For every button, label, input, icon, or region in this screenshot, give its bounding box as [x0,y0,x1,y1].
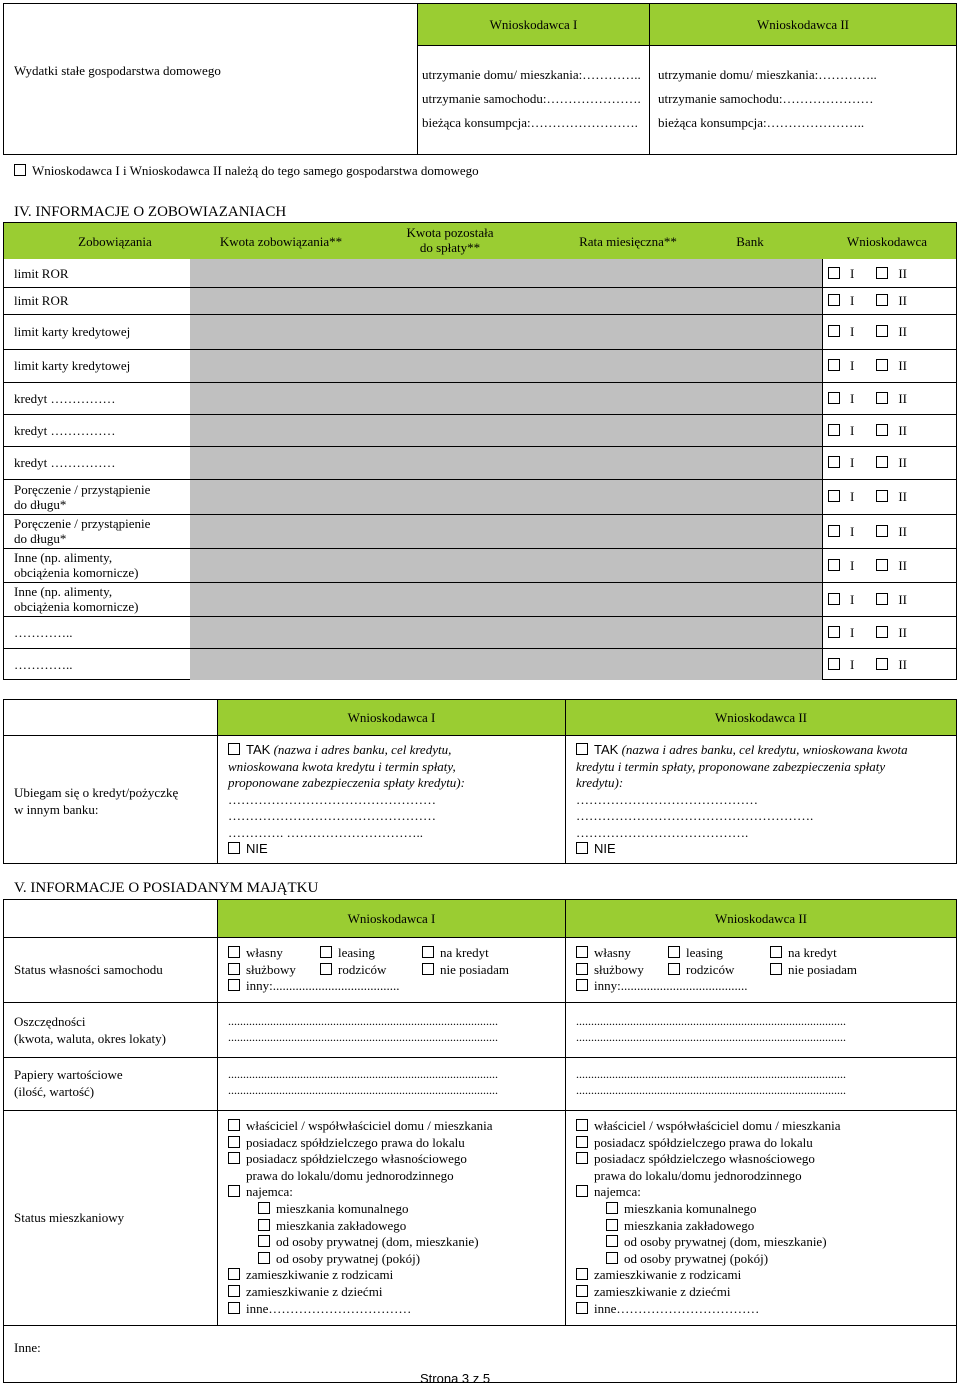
applicant-ii-checkbox[interactable] [876,456,888,468]
housing-option[interactable]: posiadacz spółdzielczego własnościowego [228,1151,467,1167]
hdr-kwota: Kwota zobowiązania** [219,234,343,249]
other-bank-col1: TAK (nazwa i adres banku, cel kredytu, wnioskowana kwota kredytu i termin spłaty, proponowane zabezpieczenia spłaty kredytu): ………………………………………… ………………………………………… …………. ………………………….. NIE [228,742,465,856]
liability-row-label: kredyt …………… [14,390,116,406]
hdr-wnioskodawca: Wnioskodawca [846,234,928,249]
housing-option[interactable]: od osoby prywatnej (pokój) [606,1251,768,1267]
applicant-choice: I II [828,489,907,505]
car-option-checkbox[interactable] [320,946,332,958]
applicant-i-checkbox[interactable] [828,626,840,638]
car-option[interactable]: leasing [668,945,723,961]
applicant-choice: I II [828,391,907,407]
car-option-checkbox[interactable] [668,963,680,975]
housing-option-checkbox[interactable] [228,1285,240,1297]
applicant-choice: I II [828,592,907,608]
housing-option[interactable]: posiadacz spółdzielczego prawa do lokalu [228,1135,465,1151]
housing-option-checkbox[interactable] [576,1285,588,1297]
housing-option[interactable]: posiadacz spółdzielczego prawa do lokalu [576,1135,813,1151]
expenses-col2-header: Wnioskodawca II [756,17,850,32]
housing-option[interactable]: mieszkania komunalnego [606,1201,757,1217]
housing-option-checkbox[interactable] [228,1136,240,1148]
housing-option-checkbox[interactable] [576,1152,588,1164]
applicant-ii-checkbox[interactable] [876,267,888,279]
tak-checkbox-1[interactable] [228,743,240,755]
expenses-col1-values [422,63,641,135]
applicant-ii-checkbox[interactable] [876,424,888,436]
housing-option[interactable]: mieszkania komunalnego [258,1201,409,1217]
other-bank-col2: TAK (nazwa i adres banku, cel kredytu, wnioskowana kwota kredytu i termin spłaty, proponowane zabezpieczenia spłaty kredytu): …………………………………… ………………………………………………. …………………………………. NIE [576,742,908,856]
applicant-choice: I II [828,358,907,374]
car-option[interactable]: rodziców [668,962,734,978]
expenses-row-label: Wydatki stałe gospodarstwa domowego [14,63,221,78]
housing-option-checkbox[interactable] [258,1235,270,1247]
applicant-ii-checkbox[interactable] [876,593,888,605]
expense-car: utrzymanie samochodu:…………………. [422,91,641,106]
liability-row-label: Poręczenie / przystąpienie do długu* [14,516,151,546]
car-option-checkbox[interactable] [576,963,588,975]
car-option[interactable]: służbowy [576,962,644,978]
housing-option-checkbox[interactable] [228,1268,240,1280]
assets-col2-header: Wnioskodawca II [714,911,808,926]
car-other-option[interactable]: inny:....................................... [576,978,747,994]
applicant-i-checkbox[interactable] [828,267,840,279]
housing-option-checkbox[interactable] [606,1202,618,1214]
housing-option-checkbox[interactable] [576,1302,588,1314]
applicant-ii-checkbox[interactable] [876,626,888,638]
housing-option[interactable]: najemca: [228,1184,293,1200]
nie-checkbox-1[interactable] [228,842,240,854]
other-bank-col2-header: Wnioskodawca II [714,710,808,725]
housing-option[interactable]: posiadacz spółdzielczego własnościowego [576,1151,815,1167]
car-option-checkbox[interactable] [576,946,588,958]
securities-col1: .......................................................................................... .......................................................................................... [228,1067,498,1097]
housing-option[interactable]: najemca: [576,1184,641,1200]
car-option[interactable]: nie posiadam [422,962,509,978]
car-option[interactable]: własny [576,945,631,961]
liability-row-label: Inne (np. alimenty, obciążenia komornicze) [14,584,139,614]
housing-option-checkbox[interactable] [228,1185,240,1197]
housing-option-checkbox[interactable] [228,1152,240,1164]
housing-option[interactable]: zamieszkiwanie z dziećmi [576,1284,730,1300]
car-option[interactable]: na kredyt [770,945,837,961]
applicant-ii-checkbox[interactable] [876,294,888,306]
other-bank-row-label: Ubiegam się o kredyt/pożyczkę w innym banku: [14,785,179,817]
expense-car: utrzymanie samochodu:………………… [658,91,874,106]
car-option[interactable]: na kredyt [422,945,489,961]
liability-row-label: ………….. [14,656,73,672]
housing-option-checkbox[interactable] [606,1252,618,1264]
page-footer: Strona 3 z 5 [420,1371,491,1386]
housing-option-checkbox[interactable] [576,1185,588,1197]
housing-option[interactable]: zamieszkiwanie z rodzicami [576,1267,741,1283]
applicant-choice: I II [828,455,907,471]
hdr-zobowiazania: Zobowiązania [78,234,152,249]
expenses-col1-header: Wnioskodawca I [489,17,578,32]
applicant-choice: I II [828,657,907,673]
securities-label: Papiery wartościowe (ilość, wartość) [14,1067,123,1099]
applicant-i-checkbox[interactable] [828,490,840,502]
applicant-i-checkbox[interactable] [828,325,840,337]
hdr-pozostala: Kwota pozostała do spłaty** [406,225,494,255]
car-other-checkbox[interactable] [228,979,240,991]
applicant-choice: I II [828,293,907,309]
car-status-label: Status własności samochodu [14,962,163,977]
liability-row-label: limit karty kredytowej [14,324,131,339]
expense-house: utrzymanie domu/ mieszkania:………….. [422,67,641,82]
section-5-title: V. INFORMACJE O POSIADANYM MAJĄTKU [14,880,319,896]
applicant-ii-checkbox[interactable] [876,559,888,571]
applicant-ii-checkbox[interactable] [876,359,888,371]
housing-option-checkbox[interactable] [576,1119,588,1131]
expense-consumption: bieżąca konsumpcja:……………………. [422,115,638,130]
nie-checkbox-2[interactable] [576,842,588,854]
housing-option[interactable]: od osoby prywatnej (dom, mieszkanie) [606,1234,827,1250]
liability-row-label: Poręczenie / przystąpienie do długu* [14,481,151,512]
same-household-row[interactable] [14,163,479,179]
car-other-checkbox[interactable] [576,979,588,991]
housing-option[interactable]: zamieszkiwanie z dziećmi [228,1284,382,1300]
applicant-i-checkbox[interactable] [828,424,840,436]
housing-option-checkbox[interactable] [258,1202,270,1214]
applicant-i-checkbox[interactable] [828,559,840,571]
housing-option-checkbox[interactable] [606,1235,618,1247]
housing-option-checkbox[interactable] [258,1219,270,1231]
applicant-choice: I II [828,558,907,574]
housing-option-checkbox[interactable] [576,1136,588,1148]
housing-option-checkbox[interactable] [228,1302,240,1314]
applicant-ii-checkbox[interactable] [876,658,888,670]
applicant-i-checkbox[interactable] [828,525,840,537]
liability-row-label: kredyt …………… [14,455,116,470]
car-option-checkbox[interactable] [668,946,680,958]
housing-option: prawa do lokalu/domu jednorodzinnego [246,1167,454,1183]
savings-col2: .......................................................................................... .......................................................................................... [576,1014,846,1044]
securities-col2: .......................................................................................... .......................................................................................... [576,1067,846,1097]
housing-option[interactable]: mieszkania zakładowego [606,1218,754,1234]
car-option-checkbox[interactable] [228,963,240,975]
hdr-bank: Bank [736,234,764,249]
liability-row-label: limit ROR [14,293,69,308]
applicant-ii-checkbox[interactable] [876,525,888,537]
applicant-i-checkbox[interactable] [828,392,840,404]
housing-option[interactable]: od osoby prywatnej (dom, mieszkanie) [258,1234,479,1250]
car-option-checkbox[interactable] [422,963,434,975]
savings-label: Oszczędności (kwota, waluta, okres lokaty) [14,1014,166,1046]
housing-option-checkbox[interactable] [258,1252,270,1264]
same-household-label: Wnioskodawca I i Wnioskodawca II należą do tego samego gospodarstwa domowego [32,163,479,178]
housing-option[interactable]: właściciel / współwłaściciel domu / mieszkania [576,1118,841,1134]
assets-col1-header: Wnioskodawca I [347,911,436,926]
housing-option[interactable]: właściciel / współwłaściciel domu / mieszkania [228,1118,493,1134]
car-option[interactable]: rodziców [320,962,386,978]
applicant-i-checkbox[interactable] [828,359,840,371]
liability-row-label: limit karty kredytowej [14,358,131,373]
car-other-option[interactable]: inny:....................................... [228,978,399,994]
car-option-checkbox[interactable] [770,963,782,975]
same-household-checkbox[interactable] [14,164,26,176]
applicant-ii-checkbox[interactable] [876,325,888,337]
housing-option-checkbox[interactable] [606,1219,618,1231]
applicant-choice: I II [828,524,907,540]
liability-row-label: kredyt …………… [14,422,116,438]
applicant-i-checkbox[interactable] [828,658,840,670]
housing-option[interactable]: inne…………………………… [228,1301,411,1317]
applicant-i-checkbox[interactable] [828,456,840,468]
housing-option: prawa do lokalu/domu jednorodzinnego [594,1167,802,1183]
housing-option[interactable]: od osoby prywatnej (pokój) [258,1251,420,1267]
applicant-choice: I II [828,324,907,340]
section-4-title: IV. INFORMACJE O ZOBOWIAZANIACH [14,204,287,220]
car-option[interactable]: nie posiadam [770,962,857,978]
car-option[interactable]: leasing [320,945,375,961]
liability-row-label: Inne (np. alimenty, obciążenia komornicze) [14,550,139,580]
savings-col1: .......................................................................................... .......................................................................................... [228,1014,498,1044]
applicant-choice: I II [828,423,907,439]
applicant-ii-checkbox[interactable] [876,392,888,404]
car-option[interactable]: służbowy [228,962,296,978]
expenses-col2-values [658,63,877,135]
housing-option[interactable]: inne…………………………… [576,1301,759,1317]
liability-row-label: ………….. [14,624,73,640]
other-label: Inne: [14,1340,41,1355]
liability-row-label: limit ROR [14,265,69,281]
housing-option[interactable]: mieszkania zakładowego [258,1218,406,1234]
applicant-choice: I II [828,266,907,282]
tak-checkbox-2[interactable] [576,743,588,755]
housing-status-label: Status mieszkaniowy [14,1210,125,1225]
expense-consumption: bieżąca konsumpcja:………………….. [658,115,865,130]
car-option-checkbox[interactable] [422,946,434,958]
applicant-ii-checkbox[interactable] [876,490,888,502]
applicant-choice: I II [828,625,907,641]
other-bank-col1-header: Wnioskodawca I [347,710,436,725]
car-option-checkbox[interactable] [770,946,782,958]
hdr-rata: Rata miesięczna** [579,234,677,249]
housing-option-checkbox[interactable] [228,1119,240,1131]
car-option-checkbox[interactable] [320,963,332,975]
housing-option-checkbox[interactable] [576,1268,588,1280]
car-option-checkbox[interactable] [228,946,240,958]
applicant-i-checkbox[interactable] [828,593,840,605]
housing-option[interactable]: zamieszkiwanie z rodzicami [228,1267,393,1283]
expense-house: utrzymanie domu/ mieszkania:………….. [658,67,877,82]
applicant-i-checkbox[interactable] [828,294,840,306]
car-option[interactable]: własny [228,945,283,961]
